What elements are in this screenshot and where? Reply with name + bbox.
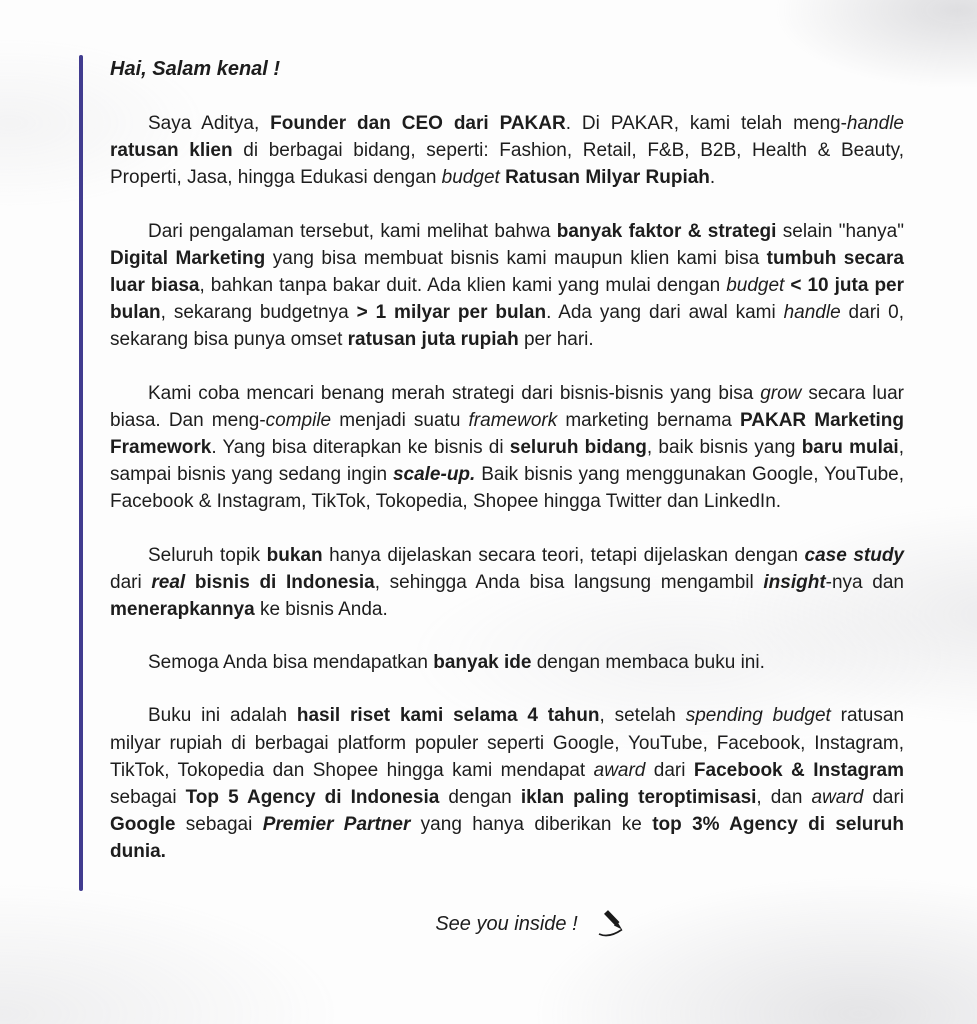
left-accent-line <box>79 55 83 891</box>
paragraph-experience: Dari pengalaman tersebut, kami melihat bahwa banyak faktor & strategi selain "hanya" Digital Marketing yang bisa membuat bisnis kami maupun klien kami bisa tumbuh secara luar biasa, bahkan tanpa bakar duit. Ada klien kami yang mulai dengan budget < 10 juta per bulan, sekarang budgetnya > 1 milyar per bulan. Ada yang dari awal kami handle dari 0, sekarang bisa punya omset ratusan juta rupiah per hari. <box>110 220 905 351</box>
paragraph-framework: Kami coba mencari benang merah strategi dari bisnis-bisnis yang bisa grow secara luar biasa. Dan meng-compile menjadi suatu framework marketing bernama PAKAR Marketing Framework. Yang bisa diterapkan ke bisnis di seluruh bidang, baik bisnis yang baru mulai, sampai bisnis yang sedang ingin scale-up. Baik bisnis yang menggunakan Google, YouTube, Facebook & Instagram, TikTok, Tokopedia, Shopee hingga Twitter dan LinkedIn. <box>110 382 905 513</box>
letter-body <box>110 56 904 866</box>
paragraph-intro: Saya Aditya, Founder dan CEO dari PAKAR. Di PAKAR, kami telah meng-handle ratusan klien di berbagai bidang, seperti: Fashion, Retail, F&B, B2B, Health & Beauty, Properti, Jasa, hingga Edukasi dengan budget Ratusan Milyar Rupiah. <box>110 113 904 189</box>
paragraph-case-study: Seluruh topik bukan hanya dijelaskan secara teori, tetapi dijelaskan dengan case study dari real bisnis di Indonesia, sehingga Anda bisa langsung mengambil insight-nya dan menerapkannya ke bisnis Anda. <box>110 544 904 621</box>
paragraph-hope: Semoga Anda bisa mendapatkan banyak ide dengan membaca buku ini. <box>148 652 765 674</box>
greeting: Hai, Salam kenal ! <box>110 58 281 80</box>
paragraph-research: Buku ini adalah hasil riset kami selama 4 tahun, setelah spending budget ratusan milyar rupiah di berbagai platform populer seperti Google, YouTube, Facebook, Instagram, TikTok, Tokopedia dan Shopee hingga kami mendapat award dari Facebook & Instagram sebagai Top 5 Agency di Indonesia dengan iklan paling teroptimisasi, dan award dari Google sebagai Premier Partner yang hanya diberikan ke top 3% Agency di seluruh dunia. <box>110 705 905 863</box>
closing-text: See you inside ! <box>435 912 578 935</box>
closing-row <box>44 908 977 940</box>
pen-icon <box>594 908 630 940</box>
